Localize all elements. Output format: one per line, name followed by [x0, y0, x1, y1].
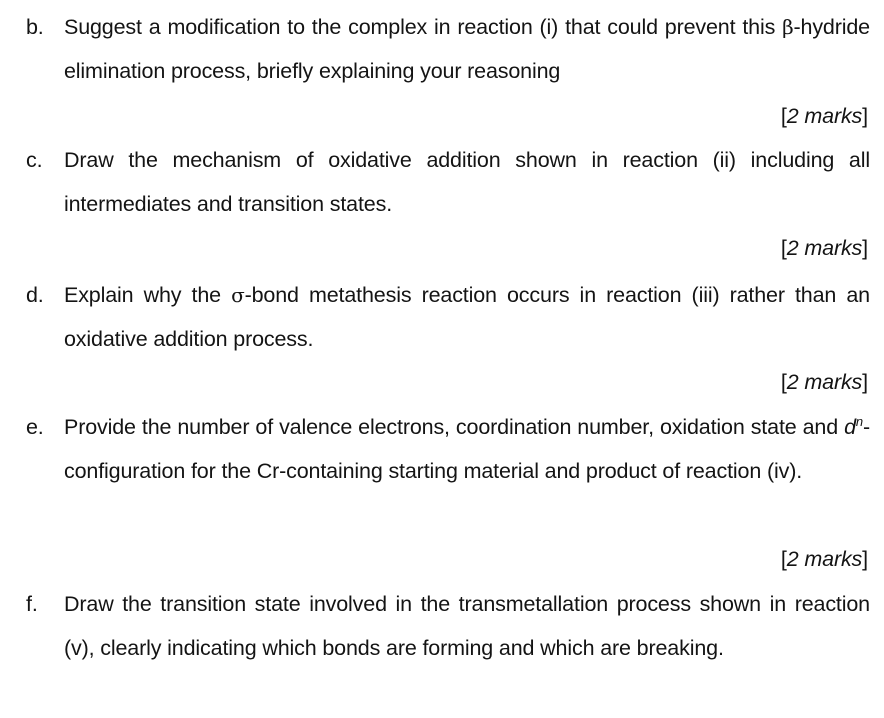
marks-label	[781, 101, 868, 131]
marks-bracket: [	[780, 104, 787, 128]
question-text-part: -hydride elimination process, briefly explaining your reasoning	[64, 15, 870, 84]
marks-bracket: [	[780, 547, 787, 571]
question-text-part: Provide the number of valence electrons, coordination number, oxidation state and	[64, 415, 845, 439]
question-letter: c.	[26, 148, 43, 172]
question-letter: b.	[26, 15, 44, 39]
greek-sigma-symbol: σ	[231, 283, 245, 307]
marks-bracket: ]	[862, 236, 868, 260]
marks-bracket: ]	[862, 104, 868, 128]
question-letter: d.	[26, 283, 44, 307]
marks-text: 2 marks	[786, 547, 863, 571]
d-configuration-symbol: d	[844, 415, 856, 439]
question-text: Draw the mechanism of oxidative addition shown in reaction (ii) including all intermediates and transition states.	[64, 148, 870, 217]
marks-bracket: ]	[862, 370, 868, 394]
marks-text: 2 marks	[786, 370, 863, 394]
question-text: Draw the transition state involved in the transmetallation process shown in reaction (v), clearly indicating which bonds are forming and which are breaking.	[64, 592, 870, 661]
marks-bracket: ]	[862, 547, 868, 571]
marks-bracket: [	[780, 370, 787, 394]
question-letter: e.	[26, 415, 44, 439]
d-configuration-superscript: n	[855, 414, 863, 429]
marks-label	[781, 544, 868, 574]
marks-bracket: [	[780, 236, 787, 260]
question-text-part: -configuration for the Cr-containing starting material and product of reaction (iv).	[64, 415, 870, 484]
marks-text: 2 marks	[786, 236, 863, 260]
question-text	[64, 405, 870, 494]
question-text	[64, 273, 870, 362]
greek-beta-symbol: β	[782, 15, 794, 39]
marks-label	[781, 233, 868, 263]
question-text-part: -bond metathesis reaction occurs in reaction (iii) rather than an oxidative addition process.	[64, 283, 870, 352]
question-text-part: Explain why the	[64, 283, 232, 307]
marks-text: 2 marks	[786, 104, 863, 128]
question-letter: f.	[26, 592, 38, 616]
question-text-part: Suggest a modification to the complex in reaction (i) that could prevent this	[64, 15, 783, 39]
question-text	[64, 5, 870, 94]
marks-label	[781, 367, 868, 397]
